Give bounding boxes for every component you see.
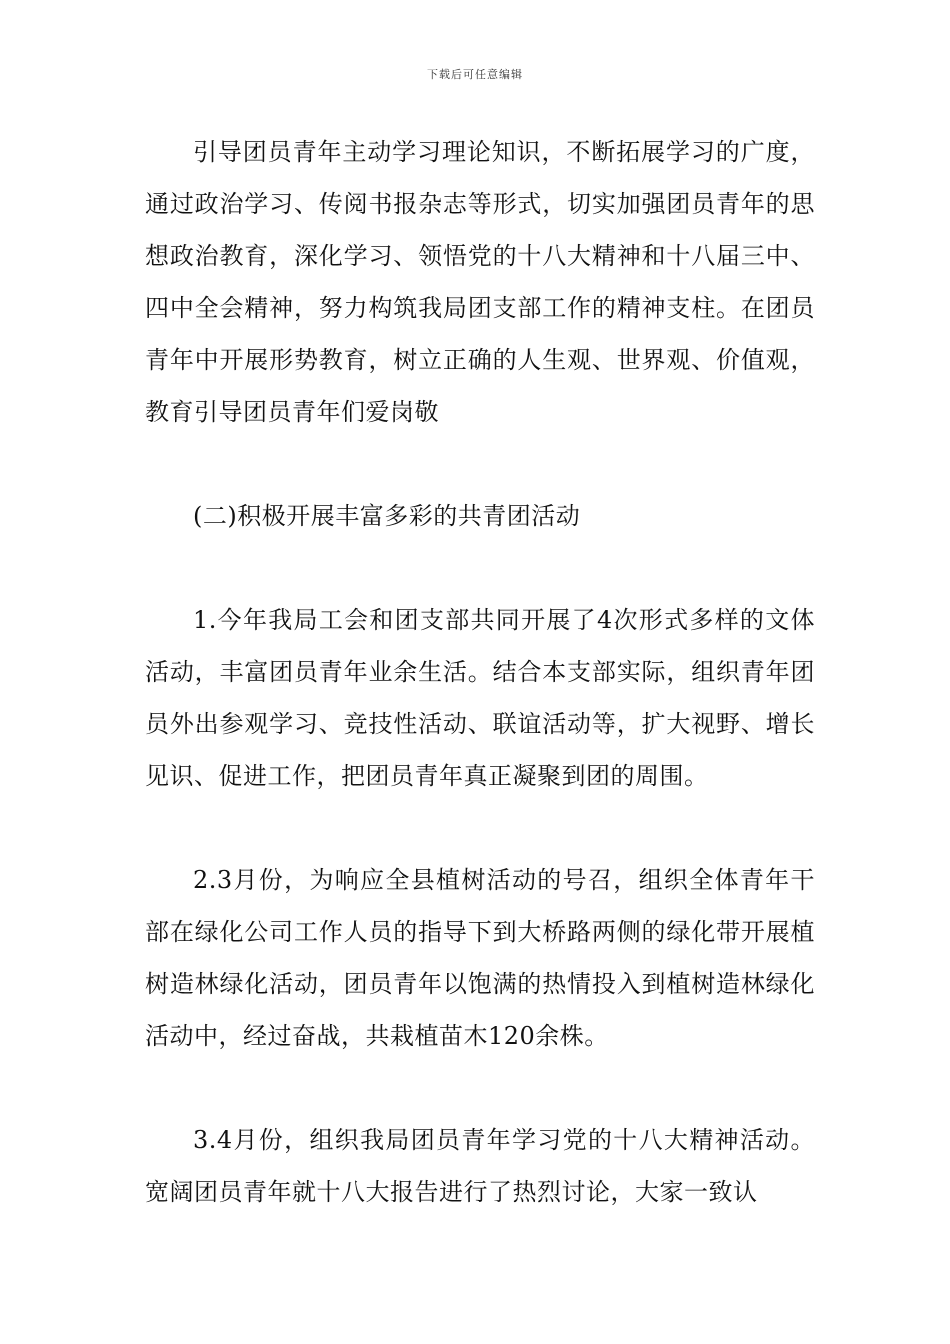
page-header-note: 下载后可任意编辑: [427, 68, 523, 81]
paragraph-item-2: 2.3月份，为响应全县植树活动的号召，组织全体青年干部在绿化公司工作人员的指导下到大桥路两侧的绿化带开展植树造林绿化活动，团员青年以饱满的热情投入到植树造林绿化活动中，经过奋战，共栽植苗木120余株。: [145, 866, 815, 1050]
paragraph-study-theory: 引导团员青年主动学习理论知识，不断拓展学习的广度，通过政治学习、传阅书报杂志等形式，切实加强团员青年的思想政治教育，深化学习、领悟党的十八大精神和十八届三中、四中全会精神，努力构筑我局团支部工作的精神支柱。在团员青年中开展形势教育，树立正确的人生观、世界观、价值观，教育引导团员青年们爱岗敬: [145, 138, 815, 426]
paragraph-item-3: 3.4月份，组织我局团员青年学习党的十八大精神活动。宽阔团员青年就十八大报告进行了热烈讨论，大家一致认: [145, 1126, 815, 1206]
document-body: [145, 126, 815, 1218]
paragraph-item-1: 1.今年我局工会和团支部共同开展了4次形式多样的文体活动，丰富团员青年业余生活。结合本支部实际，组织青年团员外出参观学习、竞技性活动、联谊活动等，扩大视野、增长见识、促进工作，把团员青年真正凝聚到团的周围。: [145, 606, 815, 790]
section-heading-activities: (二)积极开展丰富多彩的共青团活动: [193, 502, 581, 530]
